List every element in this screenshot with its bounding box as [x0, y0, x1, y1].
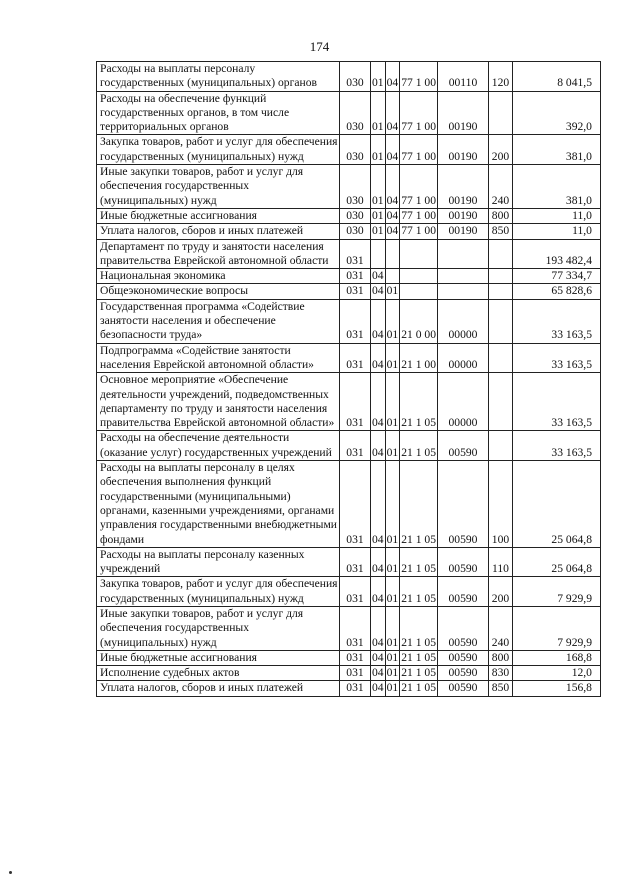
amount-cell: 7 929,9 [512, 606, 600, 650]
expense-direction-cell [437, 269, 488, 284]
expense-direction-cell: 00590 [437, 606, 488, 650]
csr-activity: 05 [424, 666, 436, 680]
row-name-cell: Национальная экономика [97, 269, 340, 284]
csr-program: 77 [401, 76, 413, 90]
ministry-code-cell: 031 [340, 606, 371, 650]
expense-type-cell [488, 269, 512, 284]
ministry-code-cell: 031 [340, 461, 371, 548]
section-code-cell: 04 [371, 343, 386, 373]
ministry-code-cell: 031 [340, 299, 371, 343]
csr-activity: 05 [424, 591, 436, 605]
ministry-code-cell: 031 [340, 650, 371, 665]
table-row [97, 431, 601, 461]
csr-activity: 00 [424, 328, 436, 342]
expense-type-cell: 200 [488, 577, 512, 607]
amount-cell: 381,0 [512, 135, 600, 165]
ministry-code-cell: 031 [340, 666, 371, 681]
csr-subprogram: 1 [415, 208, 422, 222]
expense-direction-cell: 00590 [437, 431, 488, 461]
row-name-cell: Расходы на выплаты персоналу казенных учреждений [97, 547, 340, 577]
csr-program: 77 [401, 224, 413, 238]
row-name-cell: Расходы на обеспечение функций государственных органов, в том числе территориальных органов [97, 91, 340, 135]
table-row [97, 165, 601, 209]
row-name-cell: Расходы на выплаты персоналу в целях обеспечения выполнения функций государственными (муниципальными) органами, казенными учреждениями, органами управления государственными внебюджетными фондами [97, 461, 340, 548]
ministry-code-cell: 031 [340, 284, 371, 299]
expense-direction-cell: 00000 [437, 299, 488, 343]
expense-direction-cell: 00590 [437, 547, 488, 577]
table-row [97, 284, 601, 299]
subsection-code-cell: 01 [385, 343, 400, 373]
csr-program: 21 [401, 562, 413, 576]
target-article-cell [400, 269, 438, 284]
table-row [97, 239, 601, 269]
budget-table [96, 61, 601, 697]
expense-type-cell: 800 [488, 650, 512, 665]
expense-direction-cell: 00190 [437, 208, 488, 223]
amount-cell: 33 163,5 [512, 373, 600, 431]
subsection-code-cell: 04 [386, 208, 399, 222]
ministry-code-cell: 030 [340, 91, 371, 135]
table-row [97, 135, 601, 165]
table-row [97, 606, 601, 650]
subsection-code-cell: 01 [385, 299, 400, 343]
csr-subprogram: 1 [415, 591, 422, 605]
csr-subprogram: 1 [415, 416, 422, 430]
subsection-code-cell: 04 [386, 224, 399, 238]
expense-direction-cell: 00590 [437, 666, 488, 681]
amount-cell: 193 482,4 [512, 239, 600, 269]
ministry-code-cell: 031 [340, 577, 371, 607]
section-code-cell: 04 [371, 431, 386, 461]
csr-program: 77 [401, 193, 413, 207]
expense-type-cell [488, 91, 512, 135]
subsection-code-cell: 01 [386, 650, 399, 664]
amount-cell: 33 163,5 [512, 343, 600, 373]
ministry-code-cell: 030 [340, 208, 371, 223]
csr-activity: 05 [424, 416, 436, 430]
subsection-code-cell: 01 [385, 373, 400, 431]
section-code-cell: 01 [371, 165, 386, 209]
subsection-code-cell: 04 [385, 165, 400, 209]
csr-activity: 00 [424, 208, 436, 222]
section-code-cell: 04 [371, 461, 386, 548]
section-code-cell: 04 [372, 284, 384, 298]
row-name-cell: Иные закупки товаров, работ и услуг для обеспечения государственных (муниципальных) нужд [97, 606, 340, 650]
ministry-code-cell: 031 [340, 547, 371, 577]
section-code-cell: 04 [372, 650, 384, 664]
row-name-cell: Уплата налогов, сборов и иных платежей [97, 681, 340, 696]
row-name-cell: Исполнение судебных актов [97, 666, 340, 681]
csr-activity: 05 [424, 635, 436, 649]
amount-cell: 33 163,5 [512, 431, 600, 461]
expense-type-cell: 800 [488, 208, 512, 223]
subsection-code-cell: 01 [386, 681, 399, 695]
expense-type-cell: 850 [488, 681, 512, 696]
section-code-cell: 01 [371, 62, 386, 92]
subsection-code-cell: 01 [385, 577, 400, 607]
ministry-code-cell: 031 [340, 343, 371, 373]
expense-direction-cell: 00190 [437, 135, 488, 165]
target-article-cell [400, 91, 438, 135]
target-article-cell [400, 299, 438, 343]
subsection-code-cell: 04 [385, 62, 400, 92]
section-code-cell: 01 [371, 91, 386, 135]
target-article-cell [400, 577, 438, 607]
csr-program: 21 [401, 650, 413, 664]
row-name-cell: Уплата налогов, сборов и иных платежей [97, 224, 340, 239]
subsection-code-cell: 01 [385, 547, 400, 577]
target-article-cell [400, 224, 438, 239]
subsection-code-cell: 01 [385, 606, 400, 650]
amount-cell: 25 064,8 [512, 547, 600, 577]
subsection-code-cell: 01 [385, 431, 400, 461]
section-code-cell: 04 [371, 547, 386, 577]
table-row [97, 666, 601, 681]
target-article-cell [400, 343, 438, 373]
expense-type-cell [488, 431, 512, 461]
subsection-code-cell: 01 [385, 461, 400, 548]
csr-program: 21 [401, 532, 413, 546]
target-article-cell [400, 208, 438, 223]
target-article-cell [400, 62, 438, 92]
section-code-cell: 01 [372, 208, 384, 222]
stray-mark [9, 871, 12, 874]
section-code-cell: 04 [371, 299, 386, 343]
expense-direction-cell [437, 239, 488, 269]
table-row [97, 343, 601, 373]
expense-type-cell [488, 343, 512, 373]
target-article-cell [400, 431, 438, 461]
csr-subprogram: 1 [415, 76, 422, 90]
csr-program: 21 [401, 328, 413, 342]
expense-type-cell: 240 [488, 165, 512, 209]
row-name-cell: Иные бюджетные ассигнования [97, 650, 340, 665]
table-row [97, 269, 601, 284]
ministry-code-cell: 031 [340, 269, 371, 284]
amount-cell: 381,0 [512, 165, 600, 209]
target-article-cell [400, 461, 438, 548]
amount-cell: 12,0 [512, 666, 600, 681]
target-article-cell [400, 606, 438, 650]
expense-type-cell [488, 299, 512, 343]
expense-direction-cell: 00000 [437, 373, 488, 431]
csr-activity: 05 [424, 681, 436, 695]
amount-cell: 156,8 [512, 681, 600, 696]
csr-subprogram: 1 [415, 120, 422, 134]
row-name-cell: Расходы на выплаты персоналу государственных (муниципальных) органов [97, 62, 340, 92]
table-row [97, 373, 601, 431]
amount-cell: 77 334,7 [512, 269, 600, 284]
ministry-code-cell: 030 [340, 165, 371, 209]
csr-program: 21 [401, 357, 413, 371]
row-name-cell: Основное мероприятие «Обеспечение деятельности учреждений, подведомственных департаменту по труду и занятости населения правительства Еврейской автономной области» [97, 373, 340, 431]
section-code-cell: 04 [371, 373, 386, 431]
csr-subprogram: 1 [415, 224, 422, 238]
csr-subprogram: 1 [415, 650, 422, 664]
section-code-cell: 01 [371, 135, 386, 165]
ministry-code-cell: 031 [340, 431, 371, 461]
csr-subprogram: 1 [415, 445, 422, 459]
expense-direction-cell: 00110 [437, 62, 488, 92]
expense-type-cell [488, 373, 512, 431]
target-article-cell [400, 650, 438, 665]
row-name-cell: Иные бюджетные ассигнования [97, 208, 340, 223]
amount-cell: 11,0 [512, 224, 600, 239]
row-name-cell: Закупка товаров, работ и услуг для обеспечения государственных (муниципальных) нужд [97, 577, 340, 607]
amount-cell: 7 929,9 [512, 577, 600, 607]
subsection-code-cell: 04 [385, 91, 400, 135]
csr-subprogram: 1 [415, 149, 422, 163]
expense-type-cell: 850 [488, 224, 512, 239]
row-name-cell: Закупка товаров, работ и услуг для обеспечения государственных (муниципальных) нужд [97, 135, 340, 165]
subsection-code-cell [385, 239, 400, 269]
target-article-cell [400, 239, 438, 269]
target-article-cell [400, 135, 438, 165]
subsection-code-cell: 01 [386, 284, 399, 298]
csr-subprogram: 1 [415, 193, 422, 207]
table-row [97, 224, 601, 239]
target-article-cell [400, 681, 438, 696]
expense-direction-cell: 00000 [437, 343, 488, 373]
ministry-code-cell: 031 [340, 239, 371, 269]
ministry-code-cell: 031 [340, 681, 371, 696]
expense-type-cell: 830 [488, 666, 512, 681]
target-article-cell [400, 373, 438, 431]
table-row [97, 681, 601, 696]
row-name-cell: Департамент по труду и занятости населения правительства Еврейской автономной области [97, 239, 340, 269]
expense-type-cell: 200 [488, 135, 512, 165]
ministry-code-cell: 030 [340, 62, 371, 92]
csr-subprogram: 1 [415, 635, 422, 649]
target-article-cell [400, 547, 438, 577]
amount-cell: 65 828,6 [512, 284, 600, 299]
csr-activity: 05 [424, 562, 436, 576]
expense-type-cell [488, 239, 512, 269]
row-name-cell: Иные закупки товаров, работ и услуг для обеспечения государственных (муниципальных) нужд [97, 165, 340, 209]
csr-program: 21 [401, 416, 413, 430]
csr-activity: 00 [424, 193, 436, 207]
page-number: 174 [309, 39, 330, 54]
expense-direction-cell: 00590 [437, 577, 488, 607]
csr-activity: 05 [424, 532, 436, 546]
expense-direction-cell [437, 284, 488, 299]
table-row [97, 461, 601, 548]
amount-cell: 11,0 [512, 208, 600, 223]
section-code-cell: 01 [372, 224, 384, 238]
expense-type-cell: 110 [488, 547, 512, 577]
csr-program: 77 [401, 149, 413, 163]
target-article-cell [400, 165, 438, 209]
csr-activity: 00 [424, 224, 436, 238]
row-name-cell: Государственная программа «Содействие занятости населения и обеспечение безопасности труда» [97, 299, 340, 343]
budget-table-body [97, 62, 601, 697]
csr-subprogram: 0 [415, 328, 422, 342]
expense-direction-cell: 00590 [437, 650, 488, 665]
section-code-cell: 04 [371, 577, 386, 607]
section-code-cell: 04 [372, 681, 384, 695]
expense-type-cell: 240 [488, 606, 512, 650]
expense-direction-cell: 00190 [437, 165, 488, 209]
csr-subprogram: 1 [415, 666, 422, 680]
csr-program: 21 [401, 591, 413, 605]
expense-type-cell: 120 [488, 62, 512, 92]
table-row [97, 208, 601, 223]
csr-subprogram: 1 [415, 562, 422, 576]
csr-program: 77 [401, 208, 413, 222]
csr-activity: 00 [424, 357, 436, 371]
subsection-code-cell [385, 269, 400, 284]
csr-subprogram: 1 [415, 681, 422, 695]
expense-direction-cell: 00190 [437, 224, 488, 239]
expense-direction-cell: 00190 [437, 91, 488, 135]
expense-type-cell: 100 [488, 461, 512, 548]
csr-activity: 05 [424, 445, 436, 459]
section-code-cell: 04 [371, 606, 386, 650]
row-name-cell: Расходы на обеспечение деятельности (оказание услуг) государственных учреждений [97, 431, 340, 461]
expense-direction-cell: 00590 [437, 681, 488, 696]
table-row [97, 577, 601, 607]
target-article-cell [400, 666, 438, 681]
csr-program: 77 [401, 120, 413, 134]
row-name-cell: Общеэкономические вопросы [97, 284, 340, 299]
target-article-cell [400, 284, 438, 299]
row-name-cell: Подпрограмма «Содействие занятости населения Еврейской автономной области» [97, 343, 340, 373]
table-row [97, 547, 601, 577]
ministry-code-cell: 031 [340, 373, 371, 431]
section-code-cell: 04 [372, 269, 384, 283]
ministry-code-cell: 030 [340, 224, 371, 239]
csr-activity: 05 [424, 650, 436, 664]
table-row [97, 299, 601, 343]
csr-subprogram: 1 [415, 357, 422, 371]
csr-activity: 00 [424, 120, 436, 134]
amount-cell: 8 041,5 [512, 62, 600, 92]
subsection-code-cell: 04 [385, 135, 400, 165]
csr-program: 21 [401, 666, 413, 680]
amount-cell: 33 163,5 [512, 299, 600, 343]
amount-cell: 25 064,8 [512, 461, 600, 548]
amount-cell: 392,0 [512, 91, 600, 135]
table-row [97, 650, 601, 665]
expense-type-cell [488, 284, 512, 299]
section-code-cell: 04 [372, 666, 384, 680]
table-row [97, 91, 601, 135]
amount-cell: 168,8 [512, 650, 600, 665]
table-row [97, 62, 601, 92]
subsection-code-cell: 01 [386, 666, 399, 680]
csr-activity: 00 [424, 76, 436, 90]
ministry-code-cell: 030 [340, 135, 371, 165]
csr-program: 21 [401, 681, 413, 695]
section-code-cell [371, 239, 386, 269]
csr-program: 21 [401, 445, 413, 459]
csr-subprogram: 1 [415, 532, 422, 546]
expense-direction-cell: 00590 [437, 461, 488, 548]
csr-activity: 00 [424, 149, 436, 163]
csr-program: 21 [401, 635, 413, 649]
